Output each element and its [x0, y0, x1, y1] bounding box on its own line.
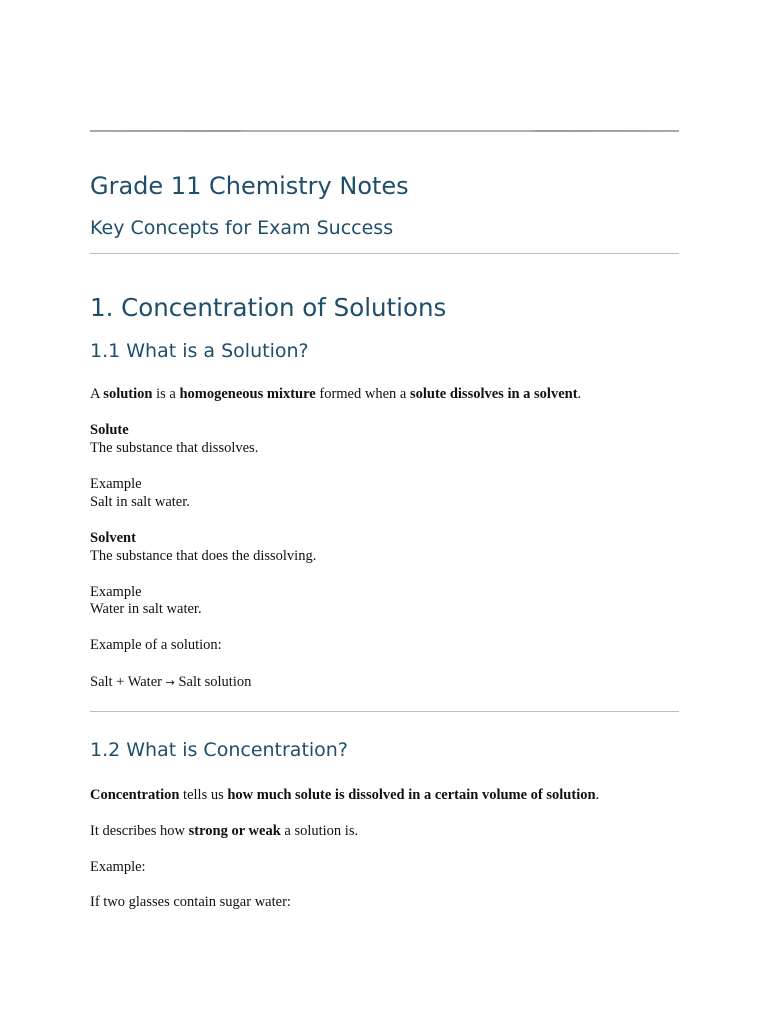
document-subtitle: Key Concepts for Exam Success	[90, 217, 394, 239]
solvent-example: Water in salt water.	[90, 601, 202, 617]
subsection-heading: 1.1 What is a Solution?	[90, 340, 309, 362]
section-divider	[90, 711, 679, 712]
solvent-definition: The substance that does the dissolving.	[90, 548, 317, 564]
solvent-term: Solvent	[90, 530, 136, 546]
solute-term: Solute	[90, 422, 129, 438]
solution-definition: A solution is a homogeneous mixture formed when a solute dissolves in a solvent.	[90, 386, 582, 402]
solution-example-intro: Example of a solution:	[90, 637, 222, 653]
document-title: Grade 11 Chemistry Notes	[90, 172, 409, 200]
glasses-example: If two glasses contain sugar water:	[90, 894, 291, 910]
top-divider	[90, 130, 679, 132]
subsection-heading: 1.2 What is Concentration?	[90, 739, 348, 761]
concentration-definition: Concentration tells us how much solute is dissolved in a certain volume of solution.	[90, 787, 600, 803]
title-divider	[90, 253, 679, 254]
example-label: Example:	[90, 859, 146, 875]
concentration-description: It describes how strong or weak a solution is.	[90, 823, 359, 839]
solute-example-label: Example	[90, 476, 142, 492]
arrow-icon: →	[165, 676, 175, 689]
solution-equation: Salt + Water → Salt solution	[90, 674, 252, 690]
section-heading: 1. Concentration of Solutions	[90, 293, 447, 322]
solute-example: Salt in salt water.	[90, 494, 190, 510]
solvent-example-label: Example	[90, 584, 142, 600]
solute-definition: The substance that dissolves.	[90, 440, 259, 456]
